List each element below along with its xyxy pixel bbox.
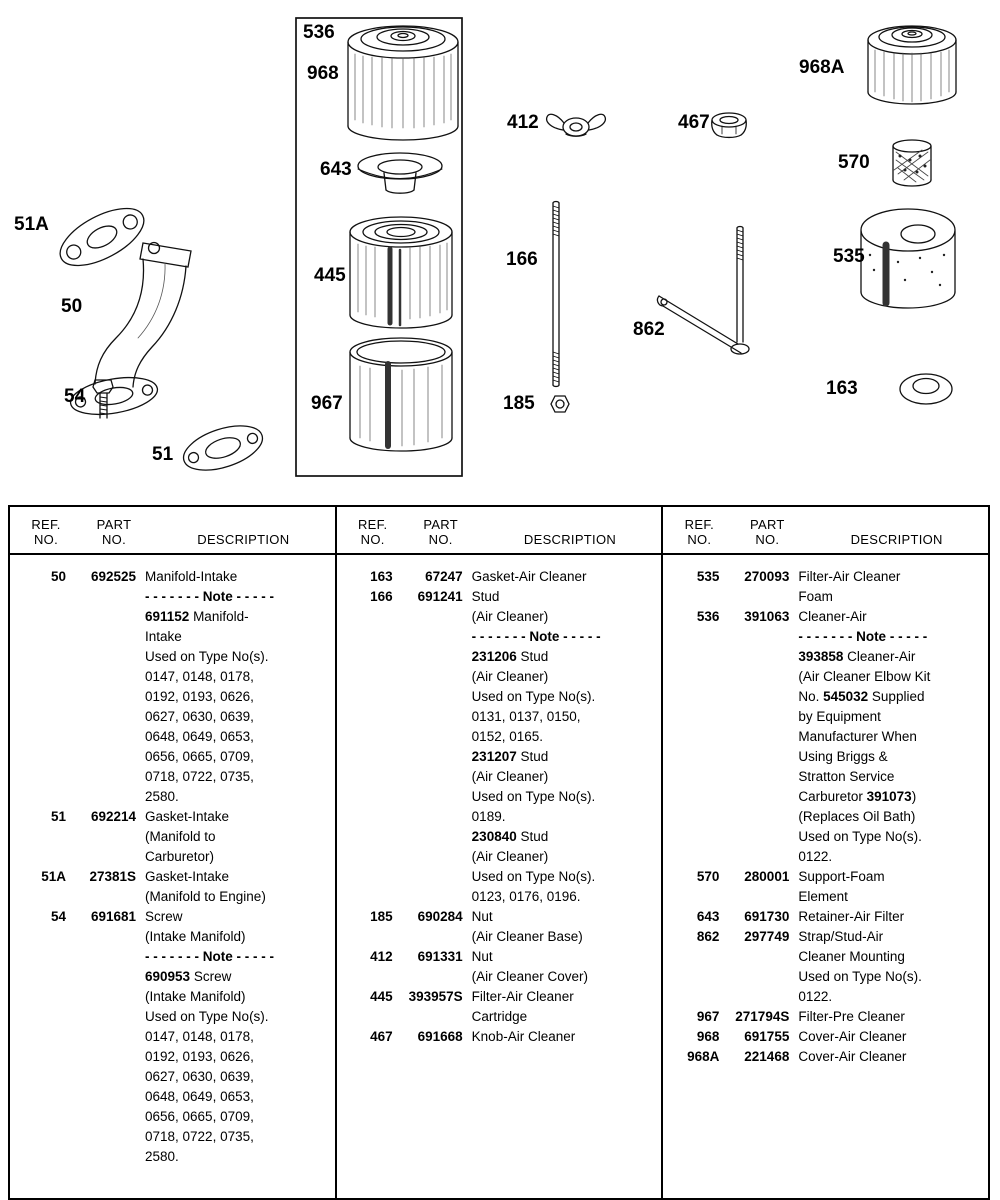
- part-no: 297749: [744, 929, 790, 944]
- parts-entry: [347, 907, 658, 947]
- part-no: 691681: [90, 909, 136, 924]
- description: Cover-Air Cleaner: [798, 1029, 907, 1044]
- ref-no: 51A: [41, 869, 66, 884]
- description: Filter-Air Cleaner Cartridge: [471, 989, 574, 1024]
- part-no: 271794S: [735, 1009, 790, 1024]
- part-no: 393957S: [408, 989, 463, 1004]
- ref-no: 467: [370, 1029, 393, 1044]
- parts-entry: [20, 567, 331, 807]
- table-header-row: [337, 507, 662, 555]
- parts-entry: [20, 907, 331, 1167]
- drawing-wingnut-412: [547, 114, 606, 136]
- description-header: DESCRIPTION: [523, 532, 617, 547]
- parts-table-column: [661, 507, 988, 1198]
- ref-no: 51: [50, 809, 66, 824]
- part-label-643: 643: [320, 159, 352, 180]
- part-label-445: 445: [314, 265, 346, 286]
- drawing-gasket-163: [900, 374, 952, 404]
- parts-entry: [20, 807, 331, 867]
- ref-no-header: REF. NO.: [684, 517, 715, 547]
- part-no-header: PART NO.: [750, 517, 785, 547]
- drawing-stud-166: [553, 202, 559, 387]
- part-label-51: 51: [152, 444, 174, 465]
- description-header: DESCRIPTION: [850, 532, 943, 547]
- parts-entry: [347, 987, 658, 1027]
- drawing-cover-968A: [868, 26, 956, 104]
- part-no: 280001: [744, 869, 790, 884]
- parts-entry: [673, 927, 984, 1007]
- parts-entry: [673, 867, 984, 907]
- ref-no: 968A: [687, 1049, 720, 1064]
- table-header-row: [10, 507, 335, 555]
- drawing-cover-968: [348, 26, 458, 140]
- part-label-968: 968: [307, 63, 339, 84]
- ref-no: 643: [696, 909, 720, 924]
- drawing-strap-862: [657, 227, 749, 355]
- part-label-412: 412: [507, 112, 539, 133]
- drawing-foam-535: [861, 209, 955, 308]
- description: Strap/Stud-Air Cleaner Mounting Used on Type No(s). 0122.: [798, 929, 922, 1004]
- part-no: 691755: [744, 1029, 790, 1044]
- description: Retainer-Air Filter: [798, 909, 905, 924]
- description: Gasket-Air Cleaner: [471, 569, 587, 584]
- parts-entry: [347, 567, 658, 587]
- parts-table-column: [335, 507, 662, 1198]
- description: Nut (Air Cleaner Base): [471, 909, 583, 944]
- description: Support-Foam Element: [798, 869, 885, 904]
- part-label-536: 536: [303, 22, 335, 43]
- ref-no: 166: [370, 589, 393, 604]
- description: Knob-Air Cleaner: [471, 1029, 576, 1044]
- parts-entry: [347, 1027, 658, 1047]
- drawing-manifold-50: [68, 243, 191, 421]
- ref-no: 163: [370, 569, 393, 584]
- parts-diagram: [0, 0, 1000, 496]
- parts-table-column: [10, 507, 335, 1198]
- parts-entry: [673, 1007, 984, 1027]
- part-no: 691730: [744, 909, 790, 924]
- ref-no-header: REF. NO.: [357, 517, 388, 547]
- part-label-185: 185: [503, 393, 535, 414]
- part-no: 270093: [744, 569, 790, 584]
- part-no: 692214: [90, 809, 136, 824]
- drawing-retainer-643: [358, 153, 442, 193]
- part-no-header: PART NO.: [96, 517, 132, 547]
- description: Screw (Intake Manifold) - - - - - - - Note - - - - - 690953 Screw (Intake Manifold) Used on Type No(s). 0147, 0148, 0178, 0192, 0193, 0626, 0627, 0630, 0639, 0648, 0649, 0653, 0656, 0665, 0709, 0718, 0722, 0735, 2580.: [145, 909, 274, 1164]
- ref-no: 185: [370, 909, 393, 924]
- part-label-163: 163: [826, 378, 858, 399]
- parts-column-body: [663, 555, 988, 1067]
- description: Filter-Air Cleaner Foam: [798, 569, 901, 604]
- parts-entry: [673, 607, 984, 867]
- parts-entry: [347, 947, 658, 987]
- parts-table: [8, 505, 990, 1200]
- part-label-862: 862: [633, 319, 665, 340]
- description-header: DESCRIPTION: [197, 532, 290, 547]
- ref-no: 445: [370, 989, 393, 1004]
- drawing-screw-54: [93, 380, 113, 418]
- parts-column-body: [10, 555, 335, 1167]
- description: Stud (Air Cleaner) - - - - - - - Note - - - - - 231206 Stud (Air Cleaner) Used on Type No(s). 0131, 0137, 0150, 0152, 0165. 231207 Stud (Air Cleaner) Used on Type No(s). 0189. 230840 Stud (Air Cleaner) Used on Type No(s). 0123, 0176, 0196.: [471, 589, 601, 904]
- part-no: 67247: [425, 569, 463, 584]
- parts-entry: [20, 867, 331, 907]
- drawing-support-570: [893, 140, 931, 186]
- ref-no: 50: [50, 569, 66, 584]
- description: Gasket-Intake (Manifold to Engine): [145, 869, 266, 904]
- part-no: 391063: [744, 609, 790, 624]
- parts-entry: [673, 567, 984, 607]
- description: Filter-Pre Cleaner: [798, 1009, 905, 1024]
- part-no: 221468: [744, 1049, 790, 1064]
- parts-entry: [673, 907, 984, 927]
- part-label-968A: 968A: [799, 57, 845, 78]
- ref-no: 536: [696, 609, 720, 624]
- part-label-50: 50: [61, 296, 83, 317]
- description: Cleaner-Air - - - - - - - Note - - - - - 393858 Cleaner-Air (Air Cleaner Elbow Kit No. 545032 Supplied by Equipment Manufacturer When Using Briggs & Stratton Service Carburetor 391073) (Replaces Oil Bath) Used on Type No(s). 0122.: [798, 609, 931, 864]
- part-label-166: 166: [506, 249, 538, 270]
- part-no: 692525: [90, 569, 136, 584]
- ref-no-header: REF. NO.: [31, 517, 61, 547]
- parts-entry: [673, 1027, 984, 1047]
- drawing-gasket-51: [178, 417, 268, 478]
- part-no: 691241: [417, 589, 463, 604]
- description: Manifold-Intake - - - - - - - Note - - - - - 691152 Manifold- Intake Used on Type No(s). 0147, 0148, 0178, 0192, 0193, 0626, 0627, 0630, 0639, 0648, 0649, 0653, 0656, 0665, 0709, 0718, 0722, 0735, 2580.: [145, 569, 274, 804]
- part-label-967: 967: [311, 393, 343, 414]
- part-no: 691331: [417, 949, 463, 964]
- description: Nut (Air Cleaner Cover): [471, 949, 588, 984]
- parts-entry: [673, 1047, 984, 1067]
- ref-no: 968: [696, 1029, 720, 1044]
- ref-no: 570: [696, 869, 720, 884]
- drawing-knob-467: [712, 113, 747, 137]
- ref-no: 967: [696, 1009, 720, 1024]
- part-label-535: 535: [833, 246, 865, 267]
- part-no: 27381S: [89, 869, 136, 884]
- part-label-467: 467: [678, 112, 710, 133]
- part-label-570: 570: [838, 152, 870, 173]
- part-no: 691668: [417, 1029, 463, 1044]
- description: Cover-Air Cleaner: [798, 1049, 907, 1064]
- ref-no: 535: [696, 569, 720, 584]
- ref-no: 54: [50, 909, 66, 924]
- ref-no: 412: [370, 949, 393, 964]
- ref-no: 862: [696, 929, 720, 944]
- part-no: 690284: [417, 909, 463, 924]
- drawing-gasket-51A: [52, 197, 153, 277]
- part-no-header: PART NO.: [423, 517, 458, 547]
- part-label-54: 54: [64, 386, 86, 407]
- drawing-cartridge-445: [350, 217, 452, 328]
- part-label-51A: 51A: [14, 214, 49, 235]
- parts-column-body: [337, 555, 662, 1047]
- parts-entry: [347, 587, 658, 907]
- drawing-nut-185: [551, 396, 569, 412]
- table-header-row: [663, 507, 988, 555]
- drawing-precleaner-967: [350, 338, 452, 451]
- description: Gasket-Intake (Manifold to Carburetor): [145, 809, 230, 864]
